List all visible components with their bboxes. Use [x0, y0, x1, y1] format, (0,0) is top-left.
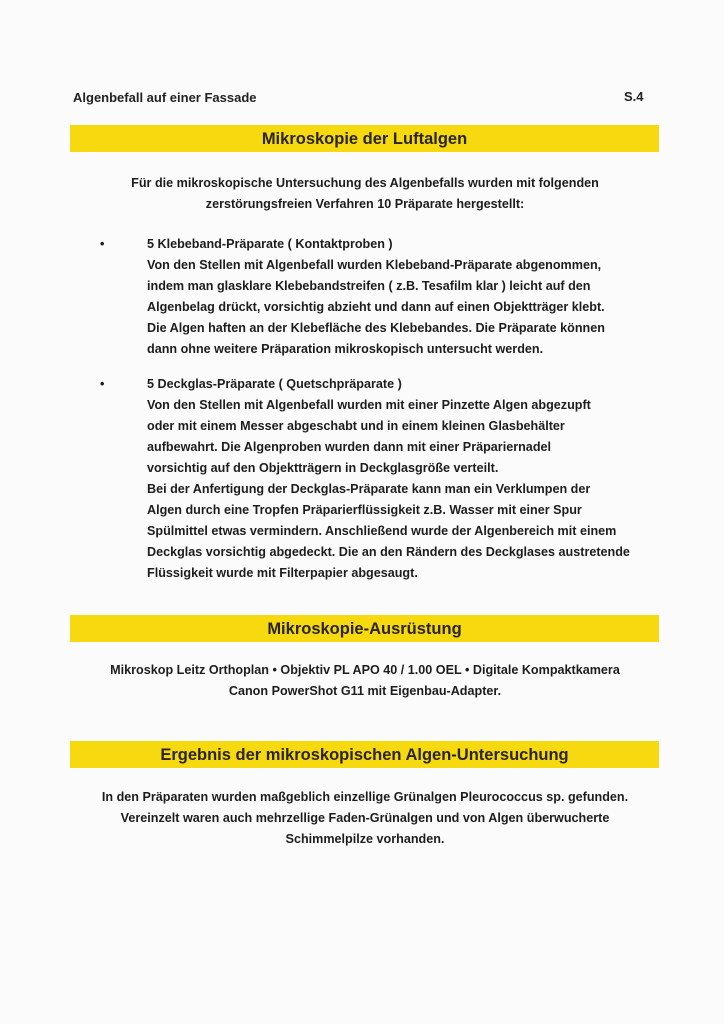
section-heading-ergebnis: Ergebnis der mikroskopischen Algen-Untersuchung [70, 741, 659, 768]
section-heading-luftalgen: Mikroskopie der Luftalgen [70, 125, 659, 152]
item-line: aufbewahrt. Die Algenproben wurden dann mit einer Präpariernadel [147, 440, 552, 454]
intro-line: Für die mikroskopische Untersuchung des Algenbefalls wurden mit folgenden [131, 176, 599, 190]
item-line: Algenbelag drückt, vorsichtig abzieht und dann auf einen Objektträger klebt. [147, 300, 605, 314]
result-line: In den Präparaten wurden maßgeblich einzellige Grünalgen Pleurococcus sp. gefunden. [101, 790, 629, 804]
item-line: indem man glasklare Klebebandstreifen ( z.B. Tesafilm klar ) leicht auf den [147, 279, 591, 293]
item-title: 5 Deckglas-Präparate ( Quetschpräparate ) [147, 377, 402, 391]
equipment-line: Canon PowerShot G11 mit Eigenbau-Adapter. [228, 684, 502, 698]
item-title: 5 Klebeband-Präparate ( Kontaktproben ) [147, 237, 393, 251]
item-line: dann ohne weitere Präparation mikroskopisch untersucht werden. [147, 342, 544, 356]
item-line: Von den Stellen mit Algenbefall wurden mit einer Pinzette Algen abgezupft [147, 398, 591, 412]
item-line: vorsichtig auf den Objektträgern in Deckglasgröße verteilt. [147, 461, 499, 475]
item-line: Algen durch eine Tropfen Präparierflüssigkeit z.B. Wasser mit einer Spur [147, 503, 582, 517]
intro-paragraph [60, 173, 670, 215]
item-line: Flüssigkeit wurde mit Filterpapier abgesaugt. [147, 566, 418, 580]
bullet-icon: • [100, 237, 105, 251]
bullet-icon: • [100, 377, 105, 391]
equipment-line: Mikroskop Leitz Orthoplan • Objektiv PL APO 40 / 1.00 OEL • Digitale Kompaktkamera [110, 663, 620, 677]
page-number: S.4 [624, 89, 644, 104]
item-line: Spülmittel etwas vermindern. Anschließend wurde der Algenbereich mit einem [147, 524, 617, 538]
result-line: Vereinzelt waren auch mehrzellige Faden-Grünalgen und von Algen überwucherte [120, 811, 610, 825]
item-line: oder mit einem Messer abgeschabt und in einem kleinen Glasbehälter [147, 419, 565, 433]
equipment-paragraph [60, 660, 670, 702]
intro-line: zerstörungsfreien Verfahren 10 Präparate hergestellt: [205, 197, 525, 211]
item-line: Die Algen haften an der Klebefläche des Klebebandes. Die Präparate können [147, 321, 605, 335]
page-header-title: Algenbefall auf einer Fassade [73, 90, 257, 105]
result-line: Schimmelpilze vorhanden. [285, 832, 445, 846]
result-paragraph [60, 787, 670, 850]
item-line: Von den Stellen mit Algenbefall wurden Klebeband-Präparate abgenommen, [147, 258, 602, 272]
section-heading-ausruestung: Mikroskopie-Ausrüstung [70, 615, 659, 642]
item-line: Deckglas vorsichtig abgedeckt. Die an den Rändern des Deckglases austretende [147, 545, 630, 559]
item-line: Bei der Anfertigung der Deckglas-Präparate kann man ein Verklumpen der [147, 482, 591, 496]
